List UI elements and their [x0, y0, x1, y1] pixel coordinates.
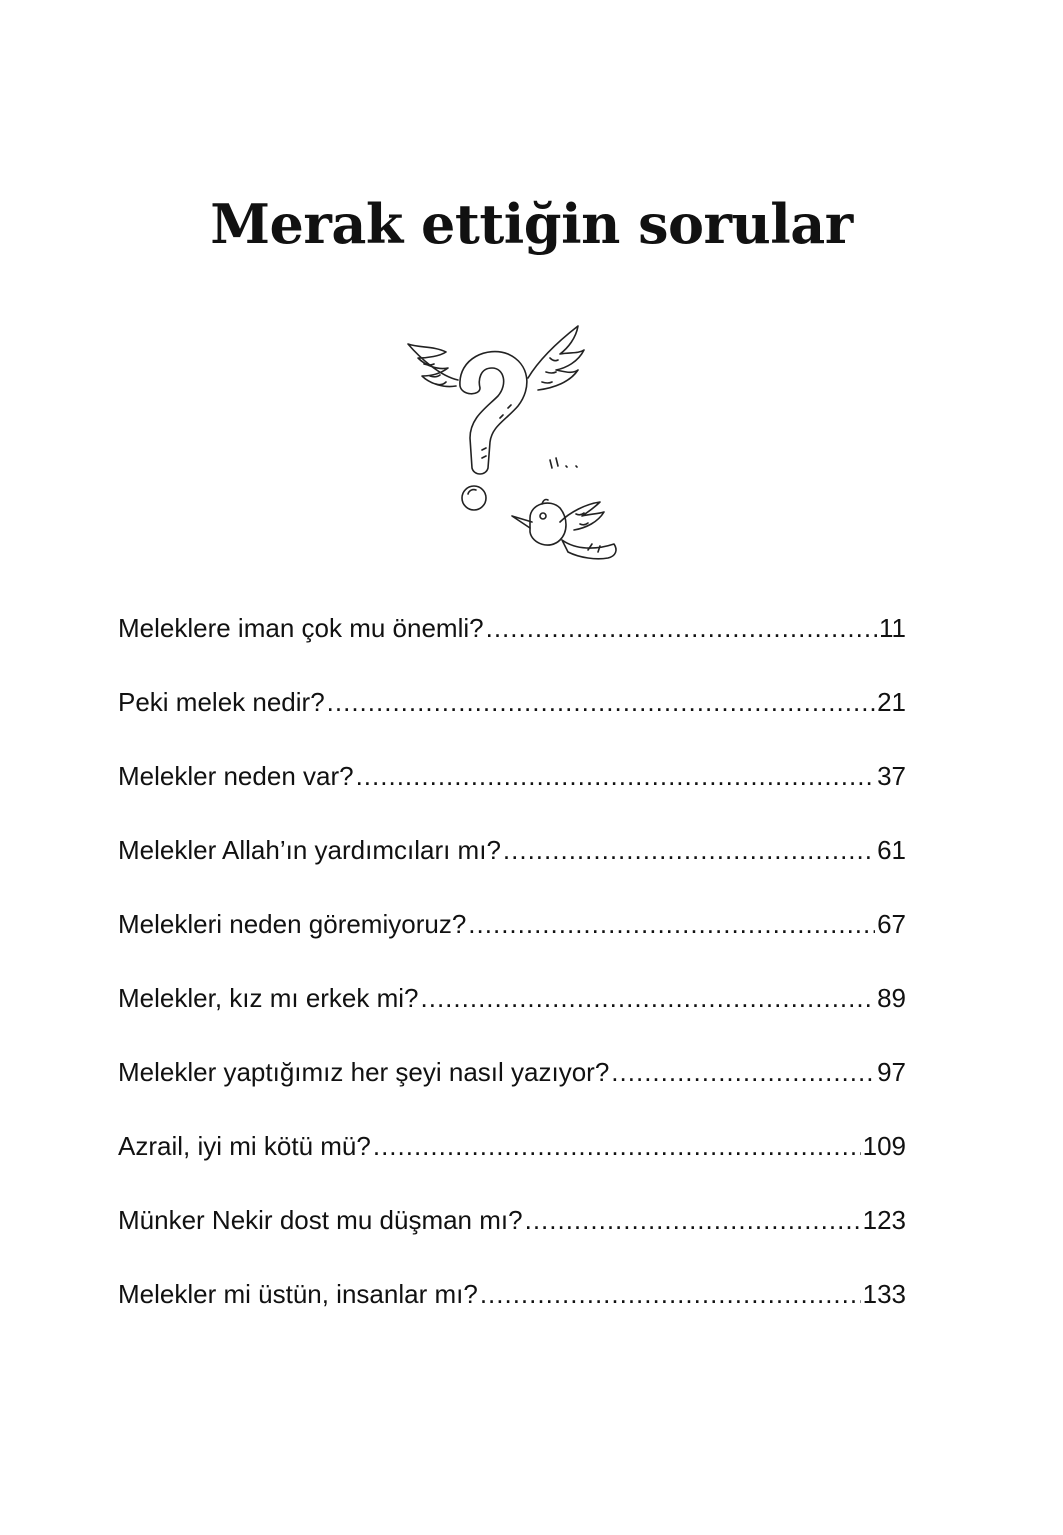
toc-entry[interactable] [118, 1272, 906, 1346]
toc-entry-title: Azrail, iyi mi kötü mü? [118, 1131, 371, 1161]
toc-entry[interactable] [118, 902, 906, 976]
toc-dot-leader [503, 828, 875, 872]
toc-entry-title: Münker Nekir dost mu düşman mı? [118, 1205, 523, 1235]
toc-page-number: 133 [862, 1279, 906, 1309]
toc-entry-title: Melekler mi üstün, insanlar mı? [118, 1279, 478, 1309]
toc-dot-leader [421, 976, 876, 1020]
toc-page-number: 109 [862, 1131, 906, 1161]
toc-page-number: 89 [877, 983, 906, 1013]
toc-page-number: 11 [879, 613, 906, 643]
toc-entry-title: Melekler Allah’ın yardımcıları mı? [118, 835, 501, 865]
toc-dot-leader [373, 1124, 861, 1168]
page-title: Merak ettiğin sorular [210, 192, 853, 256]
toc-entry-title: Melekleri neden göremiyoruz? [118, 909, 467, 939]
toc-dot-leader [480, 1272, 861, 1316]
toc-entry-title: Meleklere iman çok mu önemli? [118, 613, 484, 643]
toc-entry-title: Peki melek nedir? [118, 687, 325, 717]
toc-dot-leader [611, 1050, 875, 1094]
toc-entry[interactable] [118, 1124, 906, 1198]
toc-entry[interactable] [118, 680, 906, 754]
toc-page-number: 21 [877, 687, 906, 717]
toc-entry-title: Melekler, kız mı erkek mi? [118, 983, 419, 1013]
toc-dot-leader [486, 606, 877, 650]
toc-page-number: 37 [877, 761, 906, 791]
toc-entry[interactable] [118, 754, 906, 828]
toc-entry[interactable] [118, 1050, 906, 1124]
toc-page-number: 97 [877, 1057, 906, 1087]
toc-page-number: 123 [862, 1205, 906, 1235]
toc-entry[interactable] [118, 1198, 906, 1272]
toc-dot-leader [525, 1198, 861, 1242]
toc-entry[interactable] [118, 828, 906, 902]
toc-page-number: 61 [877, 835, 906, 865]
toc-page-number: 67 [877, 909, 906, 939]
toc-entry[interactable] [118, 606, 906, 680]
table-of-contents [118, 606, 906, 1346]
toc-dot-leader [356, 754, 876, 798]
winged-question-mark-and-bird-icon [400, 318, 630, 568]
toc-entry-title: Melekler yaptığımız her şeyi nasıl yazıyor? [118, 1057, 610, 1087]
toc-dot-leader [327, 680, 875, 724]
toc-entry[interactable] [118, 976, 906, 1050]
toc-dot-leader [468, 902, 875, 946]
toc-entry-title: Melekler neden var? [118, 761, 354, 791]
